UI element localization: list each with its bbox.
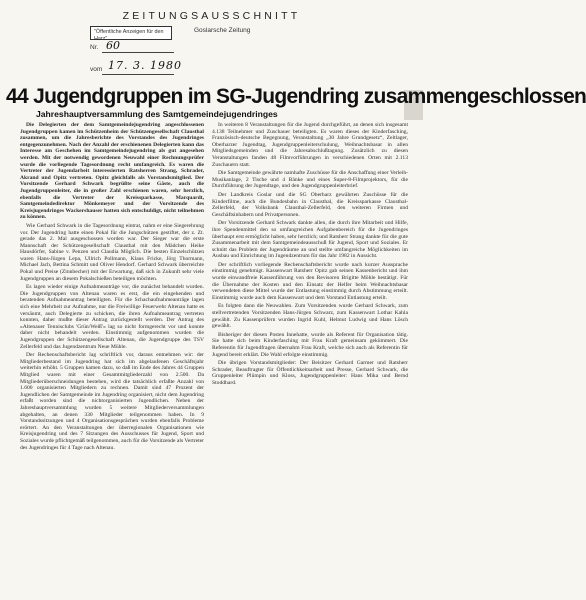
paragraph: Der schriftlich vorliegende Rechenschaftsbericht wurde nach kurzer Aussprache einstimmig genehmigt. Kassenwart Ratsherr Opitz gab seinen Kassenbericht und ihm wurde einwandfreie Kassenführung von den Revisoren Brigitte Möhle bestätigt. Für die Übernahme der Kosten und den Einsatz der Helfer beim Weihnachtsbasar verwendeten diese Mittel wurde der Entlastung einstimmig durch Abstimmung erteilt. Einstimmig wurde auch dem Kassenwart und dem Vorstand Entlastung erteilt. — [212, 261, 408, 301]
paragraph: Es folgten dann die Neuwahlen. Zum Vorsitzenden wurde Gerhard Schwark, zum stellvertretenden Vorsitzenden Hans-Jürgen Schwarz, zum Kassenwart Lothar Kahla gewählt. Zu Kassenprüfern wurden Ingrid Kuhl, Helmut Ludwig und Hans Lösch gewählt. — [212, 303, 408, 330]
paragraph: Der Vorsitzende Gerhard Schwark dankte allen, die durch ihre Mitarbeit und Hilfe, ihre Spendenmittel den so umfangreichen Aufgabenbereich für die Jugendringes überhaupt erst ermöglicht haben, sehr herzlich; und Ratsherr Strang dankte für die gute Zusammenarbeit mit dem Samtgemeindeausschuß für Jugend, Sport und Soziales. Er schnitt das Problem der Jugendräume an und stellte umfangreiche Möglichkeiten im Ausbau und Einrichtung im Jugendzentrum für das Jahr 1982 in Aussicht. — [212, 220, 408, 260]
paragraph: Die Samtgemeinde gewährte namhafte Zuschüsse für die Anschaffung einer Verleih-Musikanlage, 2 Tische und 4 Bänke und eines Super-8-Filmprojektors, für die Durchführung der Jugendtage, und den Jugendgruppenleiterbrief. — [212, 170, 408, 190]
date-line — [102, 74, 174, 75]
paragraph: Der Rechenschaftsbericht lag schriftlich vor, daraus entnehmen wir: der Mitgliederbestand im Jugendring hat sich im abgelaufenen Geschäftsjahr weiterhin erhöht. 5 Gruppen kamen dazu, so daß im Ende des Jahres 44 Gruppen Mitglied waren mit einer Gesamtmitgliederzahl von 2.500. Da Mitgliederüberschneidungen bestehen, wird die tatsächlich erfaßte Anzahl von 1.600 organisierten Mitgliedern zu rechnen. Damit sind 47 Prozent der Jugendlichen der Samtgemeinde im Jugendring organisiert, nicht dem Jugendring erfaßt worden sind die nichtorganisierten Jugendlichen. Neben der Jahreshauptversammlung wurden 5 weitere Mitgliederversammlungen abgehalten, an denen 330 Mitglieder teilgenommen haben. In 9 Vorstandssitzungen und 4 Organisationsgesprächen wurden ebenfalls Probleme erörtert. An den Veranstaltungen der überregionalen Organisationen wie Kreisjugendring und des 7 Sitzungen des Ausschusses für Jugend, Sport und Soziales wurde pflichtgemäß teilgenommen, auch für die Vorsitzende als Vertreter des Jugendringes für 4 Tage nach Altenau. — [20, 352, 204, 451]
article-column-2 — [212, 122, 408, 592]
nr-value: 60 — [106, 39, 120, 52]
article-subheadline: Jahreshauptversammlung des Samtgemeindejugendringes — [36, 109, 278, 119]
date-label: vom — [90, 66, 103, 73]
paragraph: Die Delegierten der dem Samtgemeindejugendring angeschlossenen Jugendgruppen kamen im Schützenheim der Schützengesellschaft Clausthal zusammen, um die Jahresberichte des Vorstandes des Jugendringes entgegenzunehmen. Nach der Anzahl der erschienenen Delegierten kann das Interesse am Geschehen im Samtgemeindejugendring als gut angesehen werden. Mit der notwendig gewordenen Neuwahl einer Rechnungsprüfer wurde die vorliegende Tagesordnung recht umfangreich. Es waren die Vertreter der Jugendarbeit interessierten Ratsherren Strang, Schrader, Akrand und Opitz vertreten. Opitz gleichfalls als Vorstandsmitglied. Der Vorsitzende Gerhard Schwark begrüßte seine Gäste, auch die Jugendgruppenleiter, die in großer Zahl erschienen waren, sehr herzlich, ebenfalls die Vertreter der Kreissparkasse, Marquardt, Samtgemeindedirektor Mönkemeyer und der Vorsitzende des Kreisjugendringes Wackershauser hatten sich entschuldigt, nicht teilnehmen zu können. — [20, 122, 204, 221]
nr-label: Nr. — [90, 44, 99, 51]
article-column-1 — [20, 122, 204, 592]
nr-line — [102, 52, 174, 53]
article-headline: 44 Jugendgruppen im SG-Jugendring zusammengeschlossen — [6, 85, 586, 108]
paragraph: Bisheriger der diesen Posten Innehatte, wurde als Referent für Organisation tätig. Sie hatte sich beim Kinderfasching mit Frau Kraft gemeinsam gekümmert. Die Referentin für Jugendfragen übernahm Frau Kraft, welche sich auch als Referentin für Jugend bereit erklärt. Die Wahl erfolgte einstimmig. — [212, 331, 408, 358]
paragraph: Wie Gerhard Schwark in die Tagesordnung eintrat, nahm er eine Siegerehrung vor. Der Jugendring hatte einen Pokal für die Jungschützen gestiftet, der z. Zt. gerade das 2. Mal ausgeschossen worden war. Der Sieger war die erste Mannschaft der Schützengesellschaft Clausthal mit den Mädchen Heike Hausdörfer, Sabine v. Penzen und Claudia Möglich. Die besten Einzelschützen waren Hans-Jürgen Lepa, Ullrich Pollmann, Klaus Fricke, Jörg Thormann, Michael Jach, Bettina Schmitt und Oliver Hendorf. Gerhard Schwark überreichte Pokal und Preise (Zinnbecher) mit der Erwartung, daß sich in Zukunft sehr viele Jugendgruppen an diesem Pokalschießen beteiligen möchten. — [20, 222, 204, 282]
paragraph: Es lagen wieder einige Aufnahmeanträge vor, die zunächst behandelt wurden. Die Jugendgruppen von Altenau waren es erst, die ein eingehenden und beratenden Aufnahmeantrag beteiligten. Für die Schachaufnahmeanträge lagen sich eine Mehrheit zur Aufnahme, nur die Freiwillige Feuerwehr Altenau hatte es versäumt, auch Delegierte zu schicken, die ihren Aufnahmeantrag vertreten konnten, daher mußte dieser Antrag zurückgestellt werden. Der Antrag des »Altenauer Tennisclubs 'Grün/Weiß'« lag so nicht formgerecht vor und konnte daher nicht behandelt werden. Einstimmig aufgenommen wurden die Jugendgruppen der Schützengesellschaft Altenau, die Jugendgruppe des TSV Zellerfeld und das Jugendzentrum Neue Mühle. — [20, 284, 204, 350]
clipping-header: ZEITUNGSAUSSCHNITT — [122, 10, 301, 22]
paragraph: Der Landkreis Goslar und die SG Oberharz gewährten Zuschüsse für die Kinderfilme, auch die Bundesbahn in Clausthal, die Kreissparkasse Clausthal-Zellerfeld, der Volksbank Clausthal-Zellerfeld, den weiteren Firmen und Geschäftsinhabern und Privatpersonen. — [212, 191, 408, 218]
paper-name: Goslarsche Zeitung — [194, 27, 251, 34]
paragraph: In weiteren 8 Veranstaltungen für die Jugend durchgeführt, an denen sich insgesamt 4.138 Teilnehmer und Zuschauer beteiligten. Es waren dieses der Kinderfasching, Französisch-deutsche Begegnung, Veranstaltung „30 Jahre Grundgesetz“, Zeltlager, Oberharzer Jugendtag, Jugendgruppenleiterschulung, Weihnachtsbasar in allen Mitgliedsgemeinden und die Jahresabschlußtagung. Zusätzlich zu diesen Veranstaltungen fanden 48 Filmvorführungen in verschiedenen Orten mit 2.113 Zuschauern statt. — [212, 122, 408, 168]
clipping-meta — [18, 26, 408, 81]
date-value: 17. 3. 1980 — [108, 59, 182, 72]
paragraph: Die übrigen Vorstandsmitglieder: Der Beisitzer Gerhard Garmer und Ratsherr Schrader, Beauftragter für Öffentlichkeitsarbeit und Presse, Gerhard Schwark, die Gruppenleiter Plümpin und Kloss, Jugendgruppenleiter: Hans Mika und Bernd Stoddhard. — [212, 360, 408, 386]
source-box: "Öffentliche Anzeigen für den Harz" — [90, 26, 172, 40]
